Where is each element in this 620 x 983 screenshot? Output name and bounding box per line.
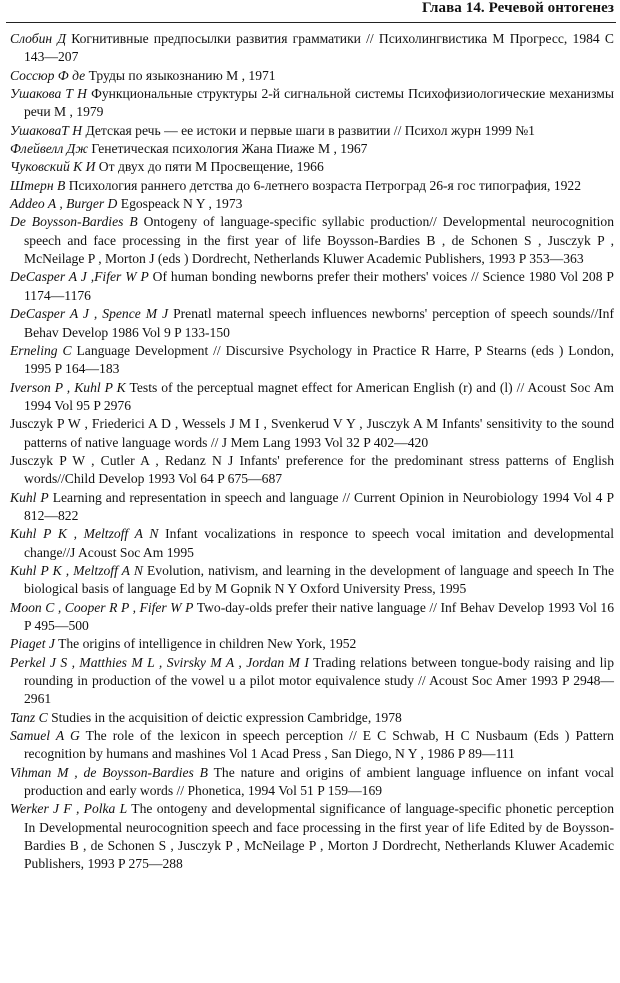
reference-author: Samuel A G (10, 728, 80, 744)
reference-text: От двух до пяти М Просвещение, 1966 (98, 159, 324, 175)
reference-author: DeCasper A J , Spence M J (10, 306, 169, 322)
reference-text: Infant vocalizations in responce to speech vocal imitation and developmental change//J Acoust Soc Am 1995 (24, 526, 614, 560)
reference-text: Of human bonding newborns prefer their mothers' voices // Science 1980 Vol 208 P 1174—1176 (24, 269, 614, 303)
reference-author: De Boysson-Bardies B (10, 214, 138, 230)
reference-text: Prenatl maternal speech influences newborns' perception of speech sounds//Inf Behav Develop 1986 Vol 9 P 133-150 (24, 306, 614, 340)
reference-text: Jusczyk P W , Friederici A D , Wessels J M I , Svenkerud V Y , Jusczyk A M Infants' sensitivity to the sound patterns of native language words // J Mem Lang 1993 Vol 32 P 402—420 (10, 416, 614, 450)
reference-list (10, 30, 614, 874)
reference-text: Tests of the perceptual magnet effect for American English (r) and (l) // Acoust Soc Am 1994 Vol 95 P 2976 (24, 379, 615, 413)
reference-entry (10, 635, 614, 653)
reference-author: Piaget J (10, 636, 55, 652)
reference-entry (10, 654, 614, 709)
reference-entry (10, 195, 614, 213)
reference-text: Two-day-olds prefer their native language // Inf Behav Develop 1993 Vol 16 P 495—500 (24, 599, 615, 633)
reference-entry (10, 599, 614, 636)
reference-entry (10, 800, 614, 873)
reference-text: The ontogeny and developmental significance of language-specific phonetic perception In Developmental neurocognition speech and face processing in the first year of life Edited by de Boysson-Bardies B , de Schonen S , Jusczyk P , McNeilage P , Morton J Dordrecht, Netherlands Kluwer Academic Publishers, 1993 P 275—288 (24, 801, 614, 872)
reference-entry (10, 122, 614, 140)
reference-text: Генетическая психология Жана Пиаже М , 1967 (91, 141, 368, 157)
reference-author: Erneling C (10, 342, 72, 358)
reference-text: The nature and origins of ambient language influence on infant vocal production and early words // Phonetica, 1994 Vol 51 P 159—169 (24, 764, 615, 799)
reference-entry (10, 727, 614, 764)
reference-author: Werker J F , Polka L (10, 801, 128, 817)
reference-text: The role of the lexicon in speech perception // E C Schwab, H C Nusbaum (Eds ) Pattern recognition by humans and mashines Vol 1 Acad Press , San Diego, N Y , 1986 P 89—111 (24, 728, 614, 762)
reference-entry (10, 379, 614, 416)
reference-text: Evolution, nativism, and learning in the development of language and speech In The biological basis of language Ed by M Gopnik N Y Oxford University Press, 1995 (24, 562, 614, 597)
reference-entry (10, 67, 614, 85)
reference-author: Штерн В (10, 177, 66, 193)
reference-author: DeCasper A J ,Fifer W P (10, 269, 149, 285)
reference-entry (10, 342, 614, 379)
reference-entry (10, 709, 614, 727)
reference-text: Когнитивные предпосылки развития грамматики // Психолингвистика М Прогресс, 1984 С 143—207 (24, 31, 614, 65)
reference-entry (10, 452, 614, 489)
reference-entry (10, 158, 614, 176)
reference-author: Kuhl P K , Meltzoff A N (10, 562, 143, 578)
reference-text: Функциональные структуры 2-й сигнальной системы Психофизиологические механизмы речи М , 1979 (24, 86, 614, 120)
reference-entry (10, 305, 614, 342)
reference-author: Kuhl P (10, 489, 49, 505)
reference-text: Trading relations between tongue-body raising and lip rounding in production of the vowel u a pilot motor equivalence study // Acoust Soc Amer 1993 P 2948—2961 (24, 654, 614, 707)
reference-text: Studies in the acquisition of deictic expression Cambridge, 1978 (51, 709, 402, 725)
reference-author: Addeo A , Burger D (10, 196, 118, 212)
reference-author: Perkel J S , Matthies M L , Svirsky M A , Jordan M I (10, 654, 309, 670)
reference-author: Tanz C (10, 709, 48, 725)
reference-author: Vihman M , de Boysson-Bardies B (10, 764, 208, 780)
chapter-header: Глава 14. Речевой онтогенез (422, 0, 614, 16)
reference-text: Труды по языкознанию М , 1971 (88, 67, 276, 83)
reference-author: Iverson P , Kuhl P K (10, 379, 126, 395)
reference-text: Learning and representation in speech and language // Current Opinion in Neurobiology 1994 Vol 4 P 812—822 (24, 489, 615, 523)
reference-entry (10, 489, 614, 526)
reference-entry (10, 30, 614, 67)
reference-author: Kuhl P K , Meltzoff A N (10, 526, 159, 542)
reference-entry (10, 85, 614, 122)
reference-text: Ontogeny of language-specific syllabic production// Developmental neurocognition speech and face processing in the first year of life Boysson-Bardies B , de Schonen S , Jusczyk P , McNeilage P , Morton J (eds ) Dordrecht, Netherlands Kluwer Academic Publishers, 1993 P 353—363 (24, 214, 614, 267)
reference-text: Language Development // Discursive Psychology in Practice R Harre, P Stearns (eds ) London, 1995 P 164—183 (24, 342, 614, 377)
reference-text: Психология раннего детства до 6-летнего возраста Петроград 26-я гос типография, 1922 (68, 177, 582, 193)
header-rule (6, 22, 616, 23)
reference-entry (10, 525, 614, 562)
reference-entry (10, 177, 614, 195)
reference-text: The origins of intelligence in children New York, 1952 (58, 636, 357, 652)
reference-author: Флейвелл Дж (10, 141, 88, 157)
reference-entry (10, 140, 614, 158)
reference-entry (10, 268, 614, 305)
reference-author: Соссюр Ф де (10, 67, 86, 83)
reference-author: Ушакова Т Н (10, 86, 87, 102)
reference-author: Слобин Д (10, 31, 67, 46)
reference-entry (10, 562, 614, 599)
reference-author: УшаковаТ Н (10, 122, 83, 138)
reference-text: Детская речь — ее истоки и первые шаги в развитии // Психол журн 1999 №1 (85, 122, 535, 138)
reference-author: Чуковский К И (10, 159, 96, 175)
reference-text: Jusczyk P W , Cutler A , Redanz N J Infants' preference for the predominant stress patterns of English words//Child Develop 1993 Vol 64 P 675—687 (10, 452, 614, 487)
reference-entry (10, 415, 614, 452)
reference-entry (10, 764, 614, 801)
reference-entry (10, 213, 614, 268)
reference-text: Egospeack N Y , 1973 (120, 196, 243, 212)
reference-author: Moon C , Cooper R P , Fifer W P (10, 599, 194, 615)
